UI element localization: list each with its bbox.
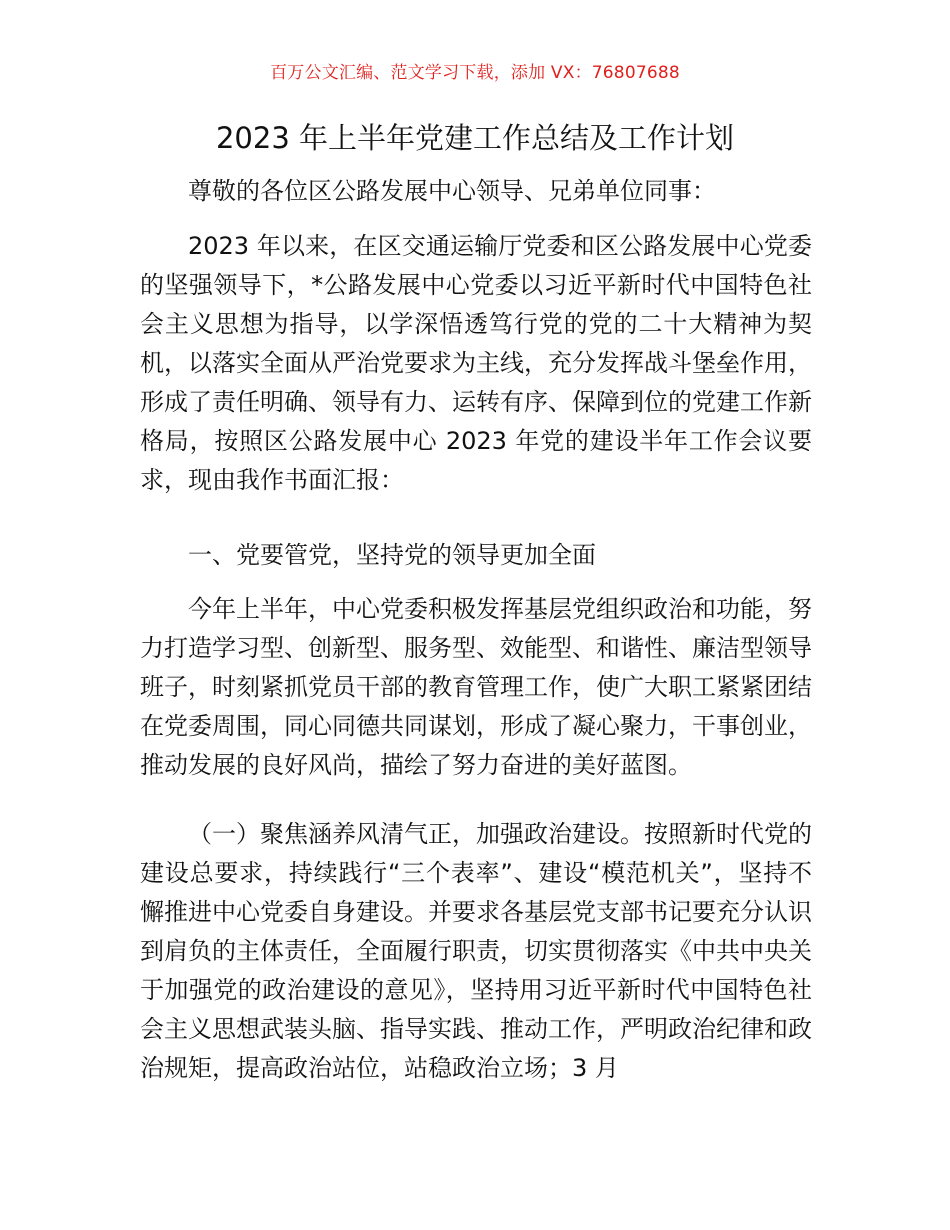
promo-banner: 百万公文汇编、范文学习下载，添加 VX：76807688 xyxy=(270,63,680,83)
subsection-1-paragraph: （一）聚焦涵养风清气正，加强政治建设。按照新时代党的建设总要求，持续践行“三个表率”、建设“模范机关”，坚持不懈推进中心党委自身建设。并要求各基层党支部书记要充分认识到肩负的主体责任，全面履行职责，切实贯彻落实《中共中央关于加强党的政治建设的意见》，坚持用习近平新时代中国特色社会主义思想武装头脑、指导实践、推动工作，严明政治纪律和政治规矩，提高政治站位，站稳政治立场；3 月 xyxy=(140,820,812,1082)
section-heading-1: 一、党要管党，坚持党的领导更加全面 xyxy=(188,541,596,569)
salutation: 尊敬的各位区公路发展中心领导、兄弟单位同事： xyxy=(188,177,716,205)
section-1-paragraph: 今年上半年，中心党委积极发挥基层党组织政治和功能，努力打造学习型、创新型、服务型、效能型、和谐性、廉洁型领导班子，时刻紧抓党员干部的教育管理工作，使广大职工紧紧团结在党委周围，同心同德共同谋划，形成了凝心聚力，干事创业，推动发展的良好风尚，描绘了努力奋进的美好蓝图。 xyxy=(140,595,812,779)
document-title: 2023 年上半年党建工作总结及工作计划 xyxy=(215,121,735,155)
intro-paragraph: 2023 年以来，在区交通运输厅党委和区公路发展中心党委的坚强领导下，*公路发展中心党委以习近平新时代中国特色社会主义思想为指导，以学深悟透笃行党的党的二十大精神为契机，以落实全面从严治党要求为主线，充分发挥战斗堡垒作用，形成了责任明确、领导有力、运转有序、保障到位的党建工作新格局，按照区公路发展中心 2023 年党的建设半年工作会议要求，现由我作书面汇报： xyxy=(140,232,812,494)
